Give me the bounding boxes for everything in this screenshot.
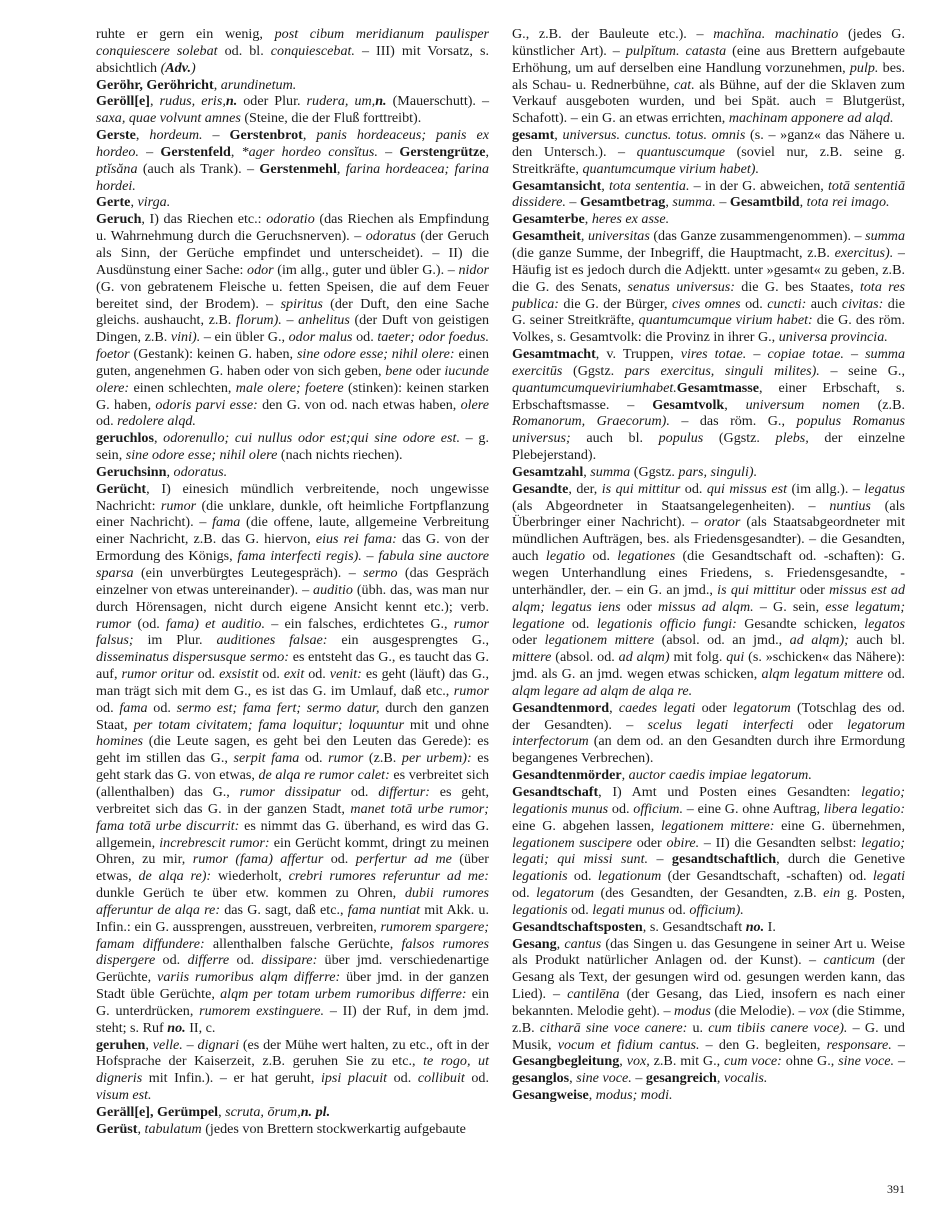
left-column	[96, 26, 489, 1138]
dictionary-entry: geruhen, velle. – dignari (es der Mühe wert halten, zu etc., oft in der Hofsprache der Kaiserzeit, z.B. geruhen Sie zu etc., te rogo, ut digneris mit Infin.). – er hat geruht, ipsi placuit od. collibuit od. visum est.	[96, 1036, 490, 1104]
dictionary-entry: Geröhr, Geröhricht, arundinetum.	[96, 76, 297, 93]
dictionary-entry: Gesamtheit, universitas (das Ganze zusammengenommen). – summa (die ganze Summe, der Inbegriff, die Hauptmacht, z.B. exercitus). – Häufig ist es jedoch durch die Adjektt. unter »gesamt« zu geben, z.B. die G. des Senats, senatus universus: die G. bes Staates, tota res publica: die G. der Bürger, cives omnes od. cuncti: auch civitas: die G. seiner Streitkräfte, quantumcumque virium habet: die G. des röm. Volkes, s. Gesamtvolk: die Provinz in ihrer G., universa provincia.	[512, 228, 906, 346]
dictionary-entry: Gesamtzahl, summa (Ggstz. pars, singuli).	[512, 463, 758, 480]
dictionary-entry: Geröll[e], rudus, eris,n. oder Plur. rudera, um,n. (Mauerschutt). – saxa, quae volvunt amnes (Steine, die der Fluß forttreibt).	[96, 93, 490, 127]
dictionary-entry: Gesang, cantus (das Singen u. das Gesungene in seiner Art u. Weise als Produkt natürlicher Anlagen od. der Kunst). – canticum (der Gesang als Text, der gesungen wird od. gesungen werden kann, das Lied). – cantilēna (der Gesang, das Lied, insofern es nach einer bekannten. Melodie geht). – modus (die Melodie). – vox (die Stimme, z.B. citharā sine voce canere: u. cum tibiis canere voce). – G. und Musik, vocum et fidium cantus. – den G. begleiten, responsare. – Gesangbegleitung, vox, z.B. mit G., cum voce: ohne G., sine voce. – gesanglos, sine voce. – gesangreich, vocalis.	[512, 935, 906, 1087]
dictionary-entry: Gerte, virga.	[96, 194, 171, 211]
dictionary-entry: Geruchsinn, odoratus.	[96, 463, 228, 480]
right-column	[512, 26, 905, 1104]
dictionary-entry: Gesamtansicht, tota sententia. – in der G. abweichen, totā sententiā dissidere. – Gesamtbetrag, summa. – Gesamtbild, tota rei imago.	[512, 177, 905, 211]
dictionary-entry: Gesandtschaft, I) Amt und Posten eines Gesandten: legatio; legationis munus od. officium. – eine G. ohne Auftrag, libera legatio: eine G. abgehen lassen, legationem mittere: eine G. übernehmen, legationem suscipere oder obire. – II) die Gesandten selbst: legatio; legati; qui missi sunt. – gesandtschaftlich, durch die Genetive legationis od. legationum (der Gesandtschaft, -schaften) od. legati od. legatorum (des Gesandten, der Gesandten, z.B. ein g. Posten, legationis od. legati munus od. officium).	[512, 783, 906, 918]
dictionary-entry: Gesandte, der, is qui mittitur od. qui missus est (im allg.). – legatus (als Abgeordneter in Staatsangelegenheiten). – nuntius (als Überbringer einer Nachricht). – orator (als Staatsabgeordneter mit mündlichen Aufträgen, bes. als Friedensgesandter). – die Gesandten, auch legatio od. legationes (die Gesandtschaft od. -schaften): G. wegen Unterhandlung eines Friedens, s. Friedensgesandte, -unterhändler, der. – ein G. an jmd., is qui mittitur oder missus est ad alqm; legatus iens oder missus ad alqm. – G. sein, esse legatum; legatione od. legationis officio fungi: Gesandte schicken, legatos oder legationem mittere (absol. od. an jmd., ad alqm); auch bl. mittere (absol. od. ad alqm) mit folg. qui (s. »schicken« das Nähere): jmd. als G. an jmd. wegen etwas schicken, alqm legatum mittere od. alqm legare ad alqm de alqa re.	[512, 480, 906, 699]
dictionary-entry: Geruch, I) das Riechen etc.: odoratio (das Riechen als Empfindung u. Wahrnehmung durch die Geruchsnerven). – odoratus (der Geruch als Sinn, der Gerüche empfindet und unterscheidet). – II) die Ausdünstung einer Sache: odor (im allg., guter und übler G.). – nidor (G. von gebratenem Fleische u. fetten Speisen, die auf dem Feuer bereitet sind, der Brodem). – spiritus (der Duft, den eine Sache gleichs. aushaucht, z.B. florum). – anhelitus (der Duft von geistigen Dingen, z.B. vini). – ein übler G., odor malus od. taeter; odor foedus. foetor (Gestank): keinen G. haben, sine odore esse; nihil olere: einen guten, angenehmen G. haben oder von sich geben, bene oder iucunde olere: einen schlechten, male olere; foetere (stinken): keinen starken G. haben, odoris parvi esse: den G. von od. nach etwas haben, olere od. redolere alqd.	[96, 211, 490, 430]
dictionary-entry: Gesangweise, modus; modi.	[512, 1087, 673, 1104]
dictionary-entry: G., z.B. der Bauleute etc.). – machĭna. machinatio (jedes G. künstlicher Art). – pulpĭtum. catasta (eine aus Brettern aufgebaute Erhöhung, um auf derselben eine Handlung vorzunehmen, pulp. bes. als Schau- u. Rednerbühne, cat. als Bühne, auf der die Sklaven zum Verkauf ausgeboten wurden, und bei Spät. auch = Blutgerüst, Schafott). – ein G. an etwas errichten, machinam apponere ad alqd.	[512, 26, 906, 127]
dictionary-entry: Gerüst, tabulatum (jedes von Brettern stockwerkartig aufgebaute	[96, 1120, 466, 1137]
dictionary-entry: Gerücht, I) einesich mündlich verbreitende, noch ungewisse Nachricht: rumor (die unklare, dunkle, oft heimliche Fortpflanzung einer Nachricht). – fama (die offene, laute, allgemeine Verbreitung einer Nachricht, z.B. das G. hiervon, eius rei fama: das G. von der Ermordung des Königs, fama interfecti regis). – fabula sine auctore sparsa (ein unverbürgtes Leutegespräch). – sermo (das Gespräch einzelner von etwas untereinander). – auditio (übh. das, was man nur durch Hörensagen, nicht durch eigene Ansicht kennt etc.); verb. rumor (od. fama) et auditio. – ein falsches, erdichtetes G., rumor falsus; im Plur. auditiones falsae: ein ausgesprengtes G., disseminatus dispersusque sermo: es entsteht das G., es taucht das G. auf, rumor oritur od. exsistit od. exit od. venit: es geht (läuft) das G., man trägt sich mit dem G., es ist das G. im Umlauf, daß etc., rumor od. fama od. sermo est; fama fert; sermo datur, durch den ganzen Staat, per totam civitatem; fama loquitur; loquuntur mit und ohne homines (die Leute sagen, es geht bei den Leuten das Gerede): es geht im stillen das G., serpit fama od. rumor (z.B. per urbem): es geht stark das G. von etwas, de alqa re rumor calet: es verbreitet sich (allenthalben) das G., rumor dissipatur od. differtur: es geht, verbreitet sich das G. in der ganzen Stadt, manet totā urbe rumor; fama totā urbe discurrit: es nimmt das G. überhand, es wird das G. allgemein, increbrescit rumor: ein Gerücht kommt, dringt zu meinen Ohren, zu mir, rumor (fama) affertur od. perfertur ad me (über etwas, de alqa re): wiederholt, crebri rumores referuntur ad me: dunkle Gerüch te über etw. kommen zu Ohren, dubii rumores afferuntur de alqa re: das G. sagt, daß etc., fama nuntiat mit Akk. u. Infin.: ein G. aussprengen, ausstreuen, verbreiten, rumorem spargere; famam diffundere: allenthalben falsche Gerüchte, falsos rumores dispergere od. differre od. dissipare: über jmd. verschiedenartige Gerüchte, variis rumoribus alqm differre: über jmd. in der ganzen Stadt üble Gerüchte, alqm per totam urbem rumoribus differre: ein G. unterdrücken, rumorem exstinguere. – II) der Ruf, in dem jmd. steht; s. Ruf no. II, c.	[96, 480, 490, 1036]
dictionary-entry: Gesandtenmord, caedes legati oder legatorum (Totschlag des od. der Gesandten). – scelus legati interfecti oder legatorum interfectorum (an dem od. an den Gesandten durch ihre Ermordung begangenes Verbrechen).	[512, 699, 906, 767]
dictionary-entry: ruhte er gern ein wenig, post cibum meridianum paulisper conquiescere solebat od. bl. conquiescebat. – III) mit Vorsatz, s. absichtlich (Adv.)	[96, 26, 489, 76]
dictionary-entry: geruchlos, odorenullo; cui nullus odor est;qui sine odore est. – g. sein, sine odore esse; nihil olere (nach nichts riechen).	[96, 430, 489, 464]
dictionary-entry: Gesamtmacht, v. Truppen, vires totae. – copiae totae. – summa exercitūs (Ggstz. pars exercitus, singuli milites). – seine G., quantumcumqueviriumhabet.Gesamtmasse, einer Erbschaft, s. Erbschaftsmasse. – Gesamtvolk, universum nomen (z.B. Romanorum, Graecorum). – das röm. G., populus Romanus universus; auch bl. populus (Ggstz. plebs, der einzelne Plebejerstand).	[512, 346, 905, 464]
dictionary-entry: Gesandtenmörder, auctor caedis impiae legatorum.	[512, 767, 812, 784]
page-number: 391	[887, 1182, 905, 1196]
dictionary-entry: Gerste, hordeum. – Gerstenbrot, panis hordeaceus; panis ex hordeo. – Gerstenfeld, *ager hordeo consĭtus. – Gerstengrütze, ptĭsăna (auch als Trank). – Gerstenmehl, farina hordeacea; farina hordei.	[96, 127, 490, 194]
dictionary-entry: Gesandtschaftsposten, s. Gesandtschaft no. I.	[512, 918, 776, 935]
dictionary-entry: gesamt, universus. cunctus. totus. omnis (s. – »ganz« das Nähere u. den Untersch.). – quantuscumque (soviel nur, z.B. seine g. Streitkräfte, quantumcumque virium habet).	[512, 127, 906, 177]
dictionary-entry: Gesamterbe, heres ex asse.	[512, 211, 670, 228]
dictionary-entry: Geräll[e], Gerümpel, scruta, ōrum,n. pl.	[96, 1104, 331, 1120]
